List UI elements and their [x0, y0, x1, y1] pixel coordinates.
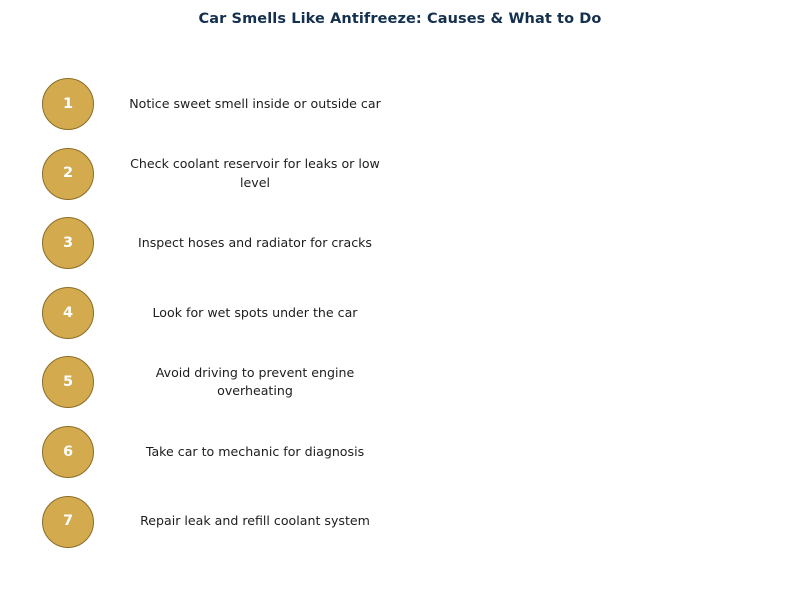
step-number-badge: 2 — [42, 148, 94, 200]
list-item — [0, 356, 800, 426]
list-item — [0, 78, 800, 148]
step-label: Take car to mechanic for diagnosis — [145, 443, 365, 459]
step-number-badge: 4 — [42, 287, 94, 339]
step-label: Repair leak and refill coolant system — [140, 513, 370, 529]
step-label: Notice sweet smell inside or outside car — [129, 95, 381, 111]
list-item — [0, 217, 800, 287]
list-item — [0, 426, 800, 496]
list-item — [0, 148, 800, 218]
step-label: Check coolant reservoir for leaks or low level — [130, 156, 380, 190]
page-title: Car Smells Like Antifreeze: Causes & What to Do — [198, 11, 602, 27]
list-item — [0, 287, 800, 357]
step-number-badge: 1 — [42, 78, 94, 130]
steps-list — [0, 78, 800, 565]
step-label: Inspect hoses and radiator for cracks — [138, 235, 372, 251]
step-label: Look for wet spots under the car — [152, 304, 358, 320]
step-label: Avoid driving to prevent engine overheating — [155, 365, 355, 399]
step-number-badge: 3 — [42, 217, 94, 269]
list-item — [0, 496, 800, 566]
step-number-badge: 5 — [42, 356, 94, 408]
step-number-badge: 7 — [42, 496, 94, 548]
step-number-badge: 6 — [42, 426, 94, 478]
